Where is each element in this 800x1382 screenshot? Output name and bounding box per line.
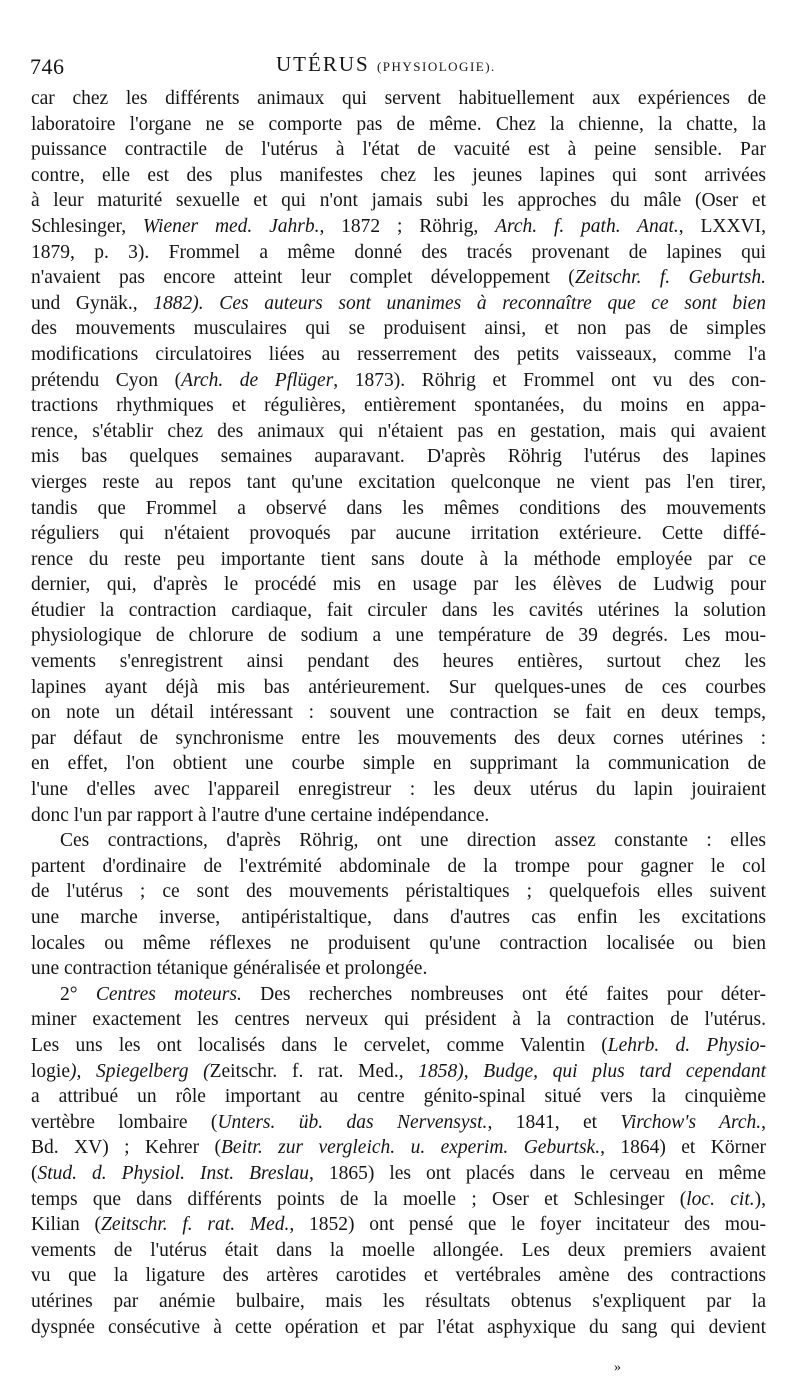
body-text bbox=[31, 86, 766, 1340]
page-number: 746 bbox=[30, 54, 65, 79]
text-line: tractions rhythmiques et régulières, entièrement spontanées, du moins en appa- bbox=[31, 395, 766, 417]
text-line: modifications circulatoires liées au resserrement des petits vaisseaux, comme l'a bbox=[31, 343, 766, 365]
text-line: donc l'un par rapport à l'autre d'une certaine indépendance. bbox=[31, 804, 490, 826]
text-line: des mouvements musculaires qui se produisent ainsi, et non pas de simples bbox=[31, 318, 766, 340]
text-line: Schlesinger, Wiener med. Jahrb., 1872 ; Röhrig, Arch. f. path. Anat., LXXVI, bbox=[31, 215, 766, 237]
text-line: rence du reste peu importante tient sans doute à la méthode employée par ce bbox=[31, 548, 766, 570]
text-line: und Gynäk., 1882). Ces auteurs sont unanimes à reconnaître que ce sont bien bbox=[31, 292, 766, 314]
running-title bbox=[276, 52, 496, 77]
text-line: temps que dans différents points de la moelle ; Oser et Schlesinger (loc. cit.), bbox=[31, 1188, 766, 1210]
text-line: vements s'enregistrent ainsi pendant des heures entières, surtout chez les bbox=[31, 651, 766, 673]
text-line: (Stud. d. Physiol. Inst. Breslau, 1865) les ont placés dans le cerveau en même bbox=[31, 1162, 766, 1184]
footer-mark: » bbox=[614, 1360, 621, 1375]
text-line: de l'utérus ; ce sont des mouvements péristaltiques ; quelquefois elles suivent bbox=[31, 881, 766, 903]
text-line: lapines ayant déjà mis bas antérieurement. Sur quelques-unes de ces courbes bbox=[31, 676, 766, 698]
text-line: rence, s'établir chez des animaux qui n'étaient pas en gestation, mais qui avaient bbox=[31, 420, 766, 442]
text-line: n'avaient pas encore atteint leur complet développement (Zeitschr. f. Geburtsh. bbox=[31, 267, 766, 289]
running-title-main: UTÉRUS bbox=[276, 52, 370, 76]
text-line: réguliers qui n'étaient provoqués par aucune irritation extérieure. Cette diffé- bbox=[31, 523, 766, 545]
text-line: contre, elle est des plus manifestes chez les jeunes lapines qui sont arrivées bbox=[31, 164, 766, 186]
text-line: 2° Centres moteurs. Des recherches nombreuses ont été faites pour déter- bbox=[60, 983, 766, 1005]
text-line: vertèbre lombaire (Unters. üb. das Nervensyst., 1841, et Virchow's Arch., bbox=[31, 1111, 767, 1133]
text-line: car chez les différents animaux qui servent habituellement aux expériences de bbox=[31, 88, 766, 109]
text-line: Bd. XV) ; Kehrer (Beitr. zur vergleich. u. experim. Geburtsk., 1864) et Körner bbox=[31, 1137, 766, 1159]
running-title-subtitle: (PHYSIOLOGIE). bbox=[376, 59, 496, 74]
text-line: Ces contractions, d'après Röhrig, ont une direction assez constante : elles bbox=[60, 830, 766, 852]
text-line: dernier, qui, d'après le procédé mis en usage par les élèves de Ludwig pour bbox=[31, 574, 766, 596]
text-line: par défaut de synchronisme entre les mouvements des deux cornes utérines : bbox=[31, 727, 766, 749]
text-line: vements de l'utérus était dans la moelle allongée. Les deux premiers avaient bbox=[31, 1239, 766, 1261]
text-line: physiologique de chlorure de sodium a une température de 39 degrés. Les mou- bbox=[31, 625, 766, 647]
text-line: l'une d'elles avec l'appareil enregistreur : les deux utérus du lapin jouiraient bbox=[31, 779, 766, 801]
text-line: Les uns les ont localisés dans le cervelet, comme Valentin (Lehrb. d. Physio- bbox=[31, 1034, 766, 1056]
text-line: puissance contractile de l'utérus à l'état de vacuité est à peine sensible. Par bbox=[31, 139, 766, 161]
text-line: Kilian (Zeitschr. f. rat. Med., 1852) ont pensé que le foyer incitateur des mou- bbox=[31, 1214, 767, 1236]
text-line: étudier la contraction cardiaque, fait circuler dans les cavités utérines la solution bbox=[31, 599, 766, 621]
text-line: laboratoire l'organe ne se comporte pas de même. Chez la chienne, la chatte, la bbox=[31, 113, 766, 135]
text-line: une contraction tétanique généralisée et prolongée. bbox=[31, 958, 428, 980]
text-line: a attribué un rôle important au centre génito-spinal situé vers la cinquième bbox=[31, 1086, 766, 1108]
text-line: vierges reste au repos tant qu'une excitation quelconque ne vient pas l'en tirer, bbox=[31, 471, 766, 493]
text-line: une marche inverse, antipéristaltique, dans d'autres cas enfin les excitations bbox=[31, 907, 766, 928]
text-line: mis bas quelques semaines auparavant. D'après Röhrig l'utérus des lapines bbox=[31, 446, 766, 468]
text-line: utérines par anémie bulbaire, mais les résultats obtenus s'expliquent par la bbox=[31, 1290, 766, 1312]
text-line: en effet, l'on obtient une courbe simple en supprimant la communication de bbox=[31, 753, 766, 775]
text-line: dyspnée consécutive à cette opération et par l'état asphyxique du sang qui devient bbox=[31, 1316, 766, 1338]
text-line: tandis que Frommel a observé dans les mêmes conditions des mouvements bbox=[31, 497, 766, 519]
text-line: prétendu Cyon (Arch. de Pflüger, 1873). Röhrig et Frommel ont vu des con- bbox=[31, 369, 766, 391]
text-line: locales ou même réflexes ne produisent qu'une contraction localisée ou bien bbox=[31, 932, 766, 954]
text-line: partent d'ordinaire de l'extrémité abdominale de la trompe pour gagner le col bbox=[31, 855, 766, 877]
text-line: à leur maturité sexuelle et qui n'ont jamais subi les approches du mâle (Oser et bbox=[31, 190, 766, 212]
text-line: vu que la ligature des artères carotides et vertébrales amène des contractions bbox=[31, 1265, 766, 1287]
page-header bbox=[30, 52, 760, 82]
text-line: miner exactement les centres nerveux qui président à la contraction de l'utérus. bbox=[31, 1009, 766, 1031]
text-line: 1879, p. 3). Frommel a même donné des tracés provenant de lapines qui bbox=[31, 241, 766, 263]
text-line: logie), Spiegelberg (Zeitschr. f. rat. Med., 1858), Budge, qui plus tard cependant bbox=[31, 1060, 766, 1082]
text-line: on note un détail intéressant : souvent une contraction se fait en deux temps, bbox=[31, 702, 766, 724]
